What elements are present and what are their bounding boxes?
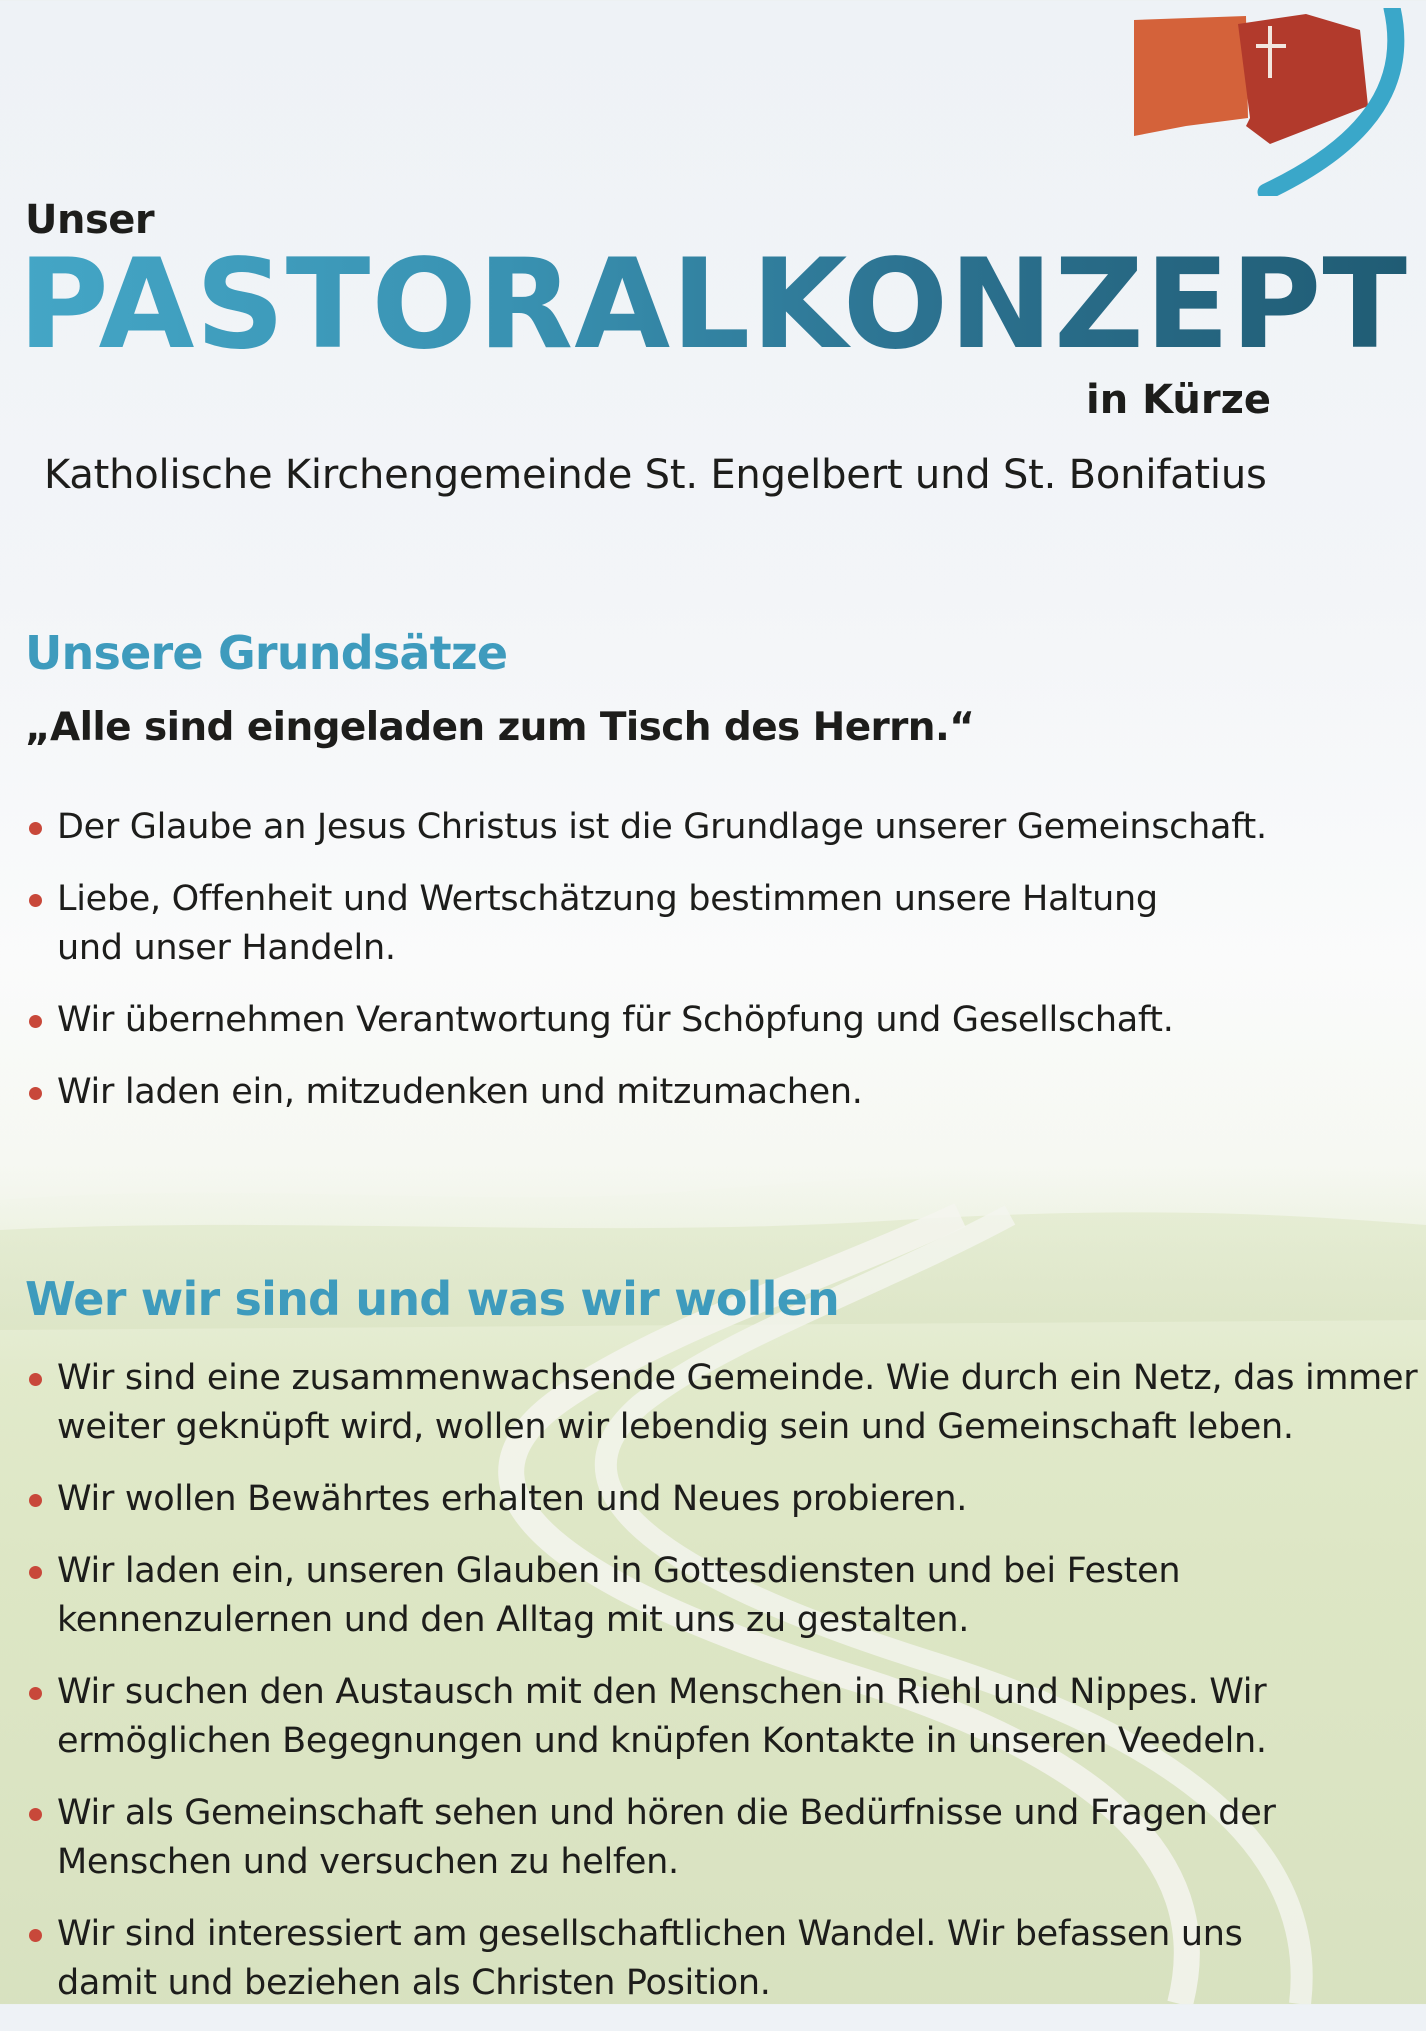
bullet-icon — [29, 1373, 42, 1386]
list-item — [25, 1789, 1415, 1887]
title-overline: Unser — [25, 197, 155, 243]
section-heading-grundsaetze: Unsere Grundsätze — [25, 626, 508, 680]
list-item — [25, 1547, 1415, 1645]
list-item — [25, 1910, 1415, 2008]
parish-name: Katholische Kirchengemeinde St. Engelbert und St. Bonifatius — [44, 452, 1267, 498]
bullet-icon — [29, 1687, 42, 1700]
title-suffix: in Kürze — [1086, 377, 1272, 423]
bullet-icon — [29, 1015, 42, 1028]
list-item — [25, 1475, 1415, 1524]
bullet-icon — [29, 1087, 42, 1100]
bullet-icon — [29, 1566, 42, 1579]
list-item-line: Der Glaube an Jesus Christus ist die Grundlage unserer Gemeinschaft. — [57, 807, 1267, 847]
page-title: PASTORALKONZEPT — [18, 233, 1409, 377]
list-item-line: kennenzulernen und den Alltag mit uns zu gestalten. — [57, 1600, 970, 1640]
bullet-icon — [29, 1808, 42, 1821]
list-item-line: Wir übernehmen Verantwortung für Schöpfung und Gesellschaft. — [57, 1000, 1174, 1040]
list-item-line: Wir laden ein, mitzudenken und mitzumachen. — [57, 1072, 863, 1112]
list-item — [25, 1668, 1415, 1766]
list-item-line: Wir sind interessiert am gesellschaftlichen Wandel. Wir befassen uns — [57, 1914, 1243, 1954]
list-item — [25, 875, 1405, 973]
list-item — [25, 1068, 1405, 1117]
list-item-line: Wir suchen den Austausch mit den Menschen in Riehl und Nippes. Wir — [57, 1672, 1267, 1712]
list-item-line: Wir als Gemeinschaft sehen und hören die Bedürfnisse und Fragen der — [57, 1793, 1276, 1833]
motto-quote: „Alle sind eingeladen zum Tisch des Herrn.“ — [25, 705, 975, 750]
principles-list — [25, 803, 1405, 1140]
list-item-line: ermöglichen Begegnungen und knüpfen Kontakte in unseren Veedeln. — [57, 1721, 1267, 1761]
goals-list — [25, 1354, 1418, 2031]
list-item-line: Wir wollen Bewährtes erhalten und Neues probieren. — [57, 1479, 968, 1519]
list-item — [25, 1354, 1418, 1452]
list-item-line: weiter geknüpft wird, wollen wir lebendig sein und Gemeinschaft leben. — [57, 1407, 1294, 1447]
list-item — [25, 996, 1405, 1045]
parish-logo-icon — [1130, 8, 1420, 196]
bullet-icon — [29, 1929, 42, 1942]
bullet-icon — [29, 822, 42, 835]
list-item-line: Menschen und versuchen zu helfen. — [57, 1842, 679, 1882]
list-item-line: Liebe, Offenheit und Wertschätzung bestimmen unsere Haltung — [57, 879, 1158, 919]
bullet-icon — [29, 894, 42, 907]
list-item-line: Wir sind eine zusammenwachsende Gemeinde. Wie durch ein Netz, das immer — [57, 1358, 1418, 1398]
section-heading-wer-wir-sind: Wer wir sind und was wir wollen — [25, 1272, 839, 1326]
list-item-line: damit und beziehen als Christen Position. — [57, 1963, 771, 2003]
list-item-line: Wir laden ein, unseren Glauben in Gottesdiensten und bei Festen — [57, 1551, 1181, 1591]
bullet-icon — [29, 1494, 42, 1507]
list-item-line: und unser Handeln. — [57, 928, 396, 968]
list-item — [25, 803, 1405, 852]
